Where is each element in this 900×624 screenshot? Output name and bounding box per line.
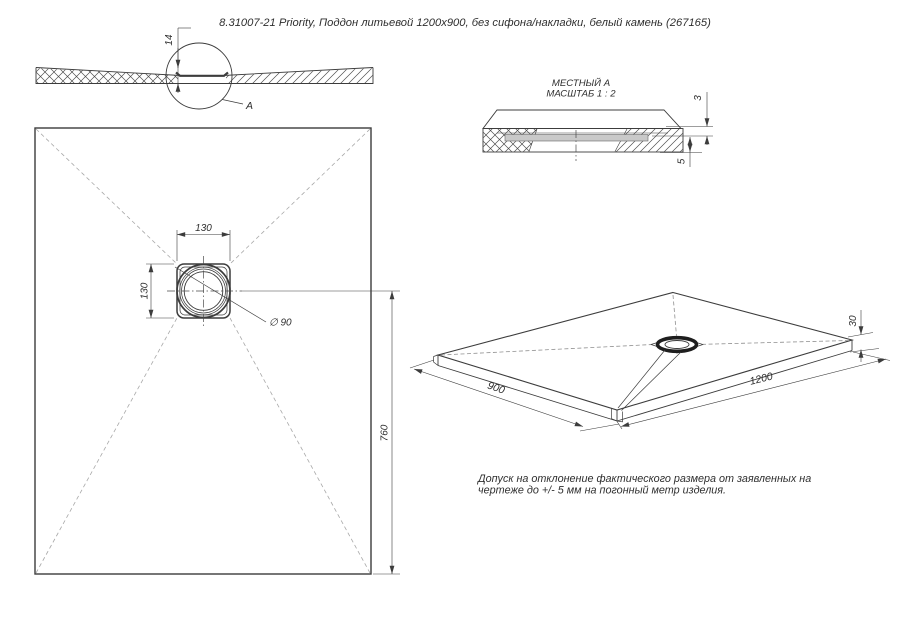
dim-130-height-text: 130 — [139, 282, 151, 300]
dim-3-text: 3 — [693, 95, 704, 101]
tolerance-note — [477, 473, 811, 497]
detail-upper-body — [483, 110, 681, 129]
detail-label-A: A — [246, 100, 254, 112]
dim-760-text: 760 — [379, 424, 391, 442]
plan-drain — [167, 256, 242, 327]
section-drain-plate — [176, 73, 228, 76]
dim-d90 — [175, 267, 292, 329]
dim-d90-text: ∅ 90 — [269, 317, 292, 329]
note-line-2: чертеже до +/- 5 мм на погонный метр изделия. — [478, 484, 727, 497]
detail-view-scale: МАСШТАБ 1 : 2 — [546, 88, 616, 100]
dim-1200 — [617, 352, 890, 429]
plan-slope-diagonals — [36, 129, 370, 573]
dim-900 — [410, 360, 619, 431]
dim-1200-text: 1200 — [748, 370, 775, 388]
drawing-title: 8.31007-21 Priority, Поддон литьевой 1200x900, без сифона/накладки, белый камень (267165) — [219, 17, 711, 29]
section-view — [36, 28, 373, 112]
detail-view — [483, 77, 713, 167]
iso-drain — [651, 337, 703, 354]
dim-760 — [242, 291, 400, 574]
dim-5-text: 5 — [676, 158, 688, 165]
iso-view — [410, 293, 890, 432]
plan-view — [35, 128, 400, 574]
dim-30-text: 30 — [848, 315, 859, 327]
dim-130-width-text: 130 — [195, 223, 212, 234]
iso-left-corner-notch — [434, 355, 439, 366]
dim-14-text: 14 — [164, 34, 175, 46]
detail-leader-line — [222, 100, 243, 105]
detail-drain-flange — [505, 135, 648, 142]
note-line-1: Допуск на отклонение фактического размера от заявленных на — [478, 473, 812, 485]
dim-130-width — [177, 223, 230, 261]
dim-900-text: 900 — [485, 379, 507, 397]
plan-outline — [35, 128, 371, 574]
detail-view-title: МЕСТНЫЙ А — [551, 78, 611, 89]
